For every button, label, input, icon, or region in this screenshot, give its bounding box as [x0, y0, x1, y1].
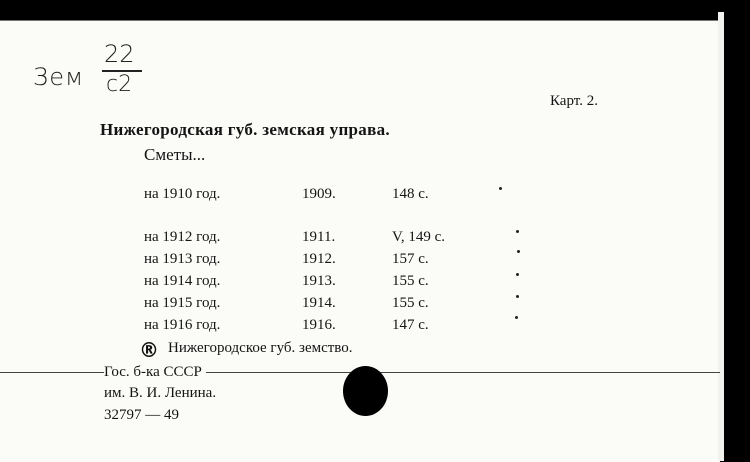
entry-year: на 1914 год.: [144, 273, 221, 289]
entry-year: на 1912 год.: [144, 229, 221, 245]
handwritten-fraction-top: 22: [104, 40, 135, 68]
entry-publication-year: 1909.: [302, 186, 336, 202]
library-accession-number: 32797 — 49: [104, 407, 179, 423]
entry-publication-year: 1912.: [302, 251, 336, 267]
entry-pages: 155 с.: [392, 295, 429, 311]
card-edge: [718, 12, 724, 461]
entry-year: на 1910 год.: [144, 186, 221, 202]
entry-pages: 155 с.: [392, 273, 429, 289]
entry-pages: 148 с.: [392, 186, 429, 202]
entry-year: на 1913 год.: [144, 251, 221, 267]
entry-publication-year: 1911.: [302, 229, 336, 245]
entry-publication-year: 1916.: [302, 317, 336, 333]
handwritten-fraction-bottom: с2: [106, 72, 133, 97]
check-mark: [516, 273, 519, 276]
card-title: Нижегородская губ. земская управа.: [100, 120, 390, 139]
secondary-heading: Нижегородское губ. земство.: [168, 340, 353, 356]
handwritten-prefix: Зем: [33, 63, 85, 91]
entry-publication-year: 1913.: [302, 273, 336, 289]
punch-hole: [343, 366, 388, 416]
entry-pages: 157 с.: [392, 251, 429, 267]
check-mark: [499, 187, 502, 190]
library-stamp-icon: ®: [139, 338, 159, 362]
entry-pages: V, 149 с.: [392, 229, 446, 245]
check-mark: [517, 250, 520, 253]
card-number: Карт. 2.: [550, 93, 598, 109]
check-mark: [515, 316, 518, 319]
entry-year: на 1915 год.: [144, 295, 221, 311]
library-name: Гос. б-ка СССР: [104, 364, 206, 381]
entry-pages: 147 с.: [392, 317, 429, 333]
entry-year: на 1916 год.: [144, 317, 221, 333]
card-subtitle: Сметы...: [144, 145, 206, 164]
entry-publication-year: 1914.: [302, 295, 336, 311]
check-mark: [516, 295, 519, 298]
library-dedication: им. В. И. Ленина.: [104, 385, 217, 401]
check-mark: [516, 230, 519, 233]
